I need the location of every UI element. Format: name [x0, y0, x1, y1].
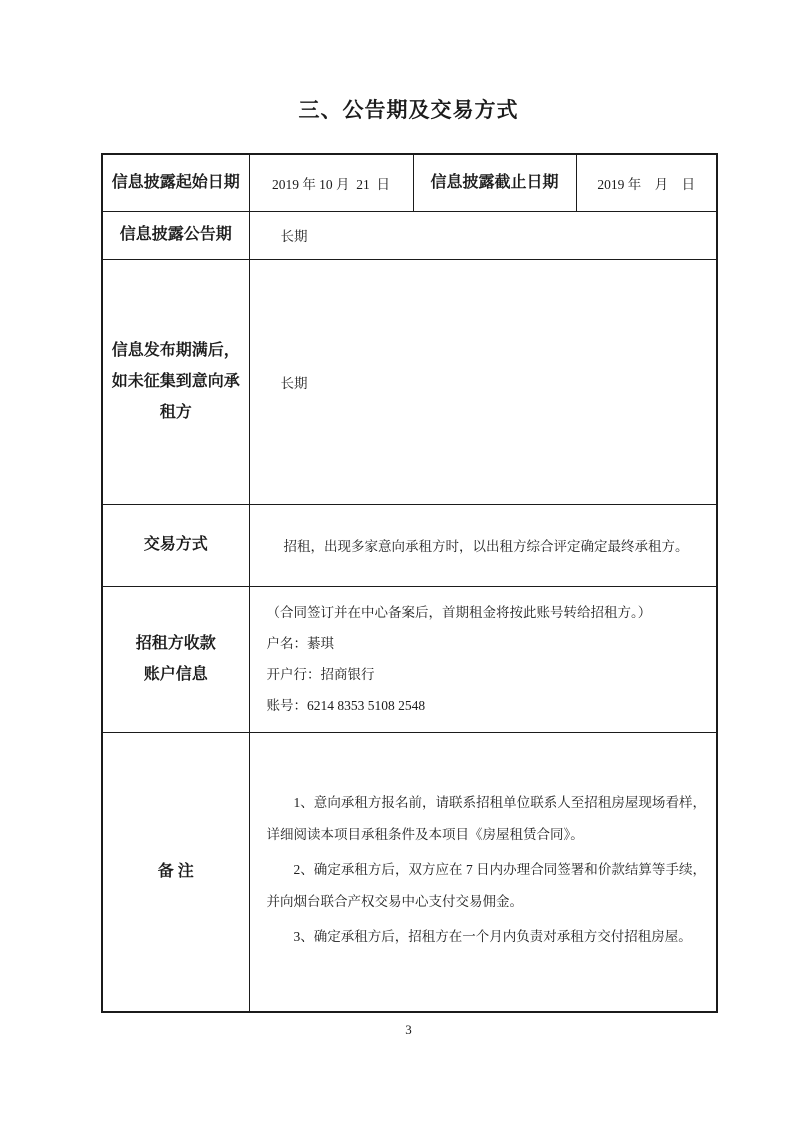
remark-item-2: 2、确定承租方后，双方应在 7 日内办理合同签署和价款结算等手续，并向烟台联合产权交易中心支付交易佣金。 — [266, 862, 706, 910]
transaction-method-label: 交易方式 — [102, 504, 249, 586]
end-date-label: 信息披露截止日期 — [413, 154, 576, 211]
after-expiry-label: 信息发布期满后，如未征集到意向承租方 — [102, 259, 249, 504]
row-announcement-period — [102, 211, 717, 259]
row-after-expiry — [102, 259, 717, 504]
payee-account-label-line1: 招租方收款 — [135, 634, 216, 652]
payee-account-label — [102, 586, 249, 732]
disclosure-table — [101, 153, 718, 1013]
payee-account-name: 户名：綦琪 — [266, 636, 334, 651]
payee-account-bank: 开户行：招商银行 — [266, 667, 375, 682]
payee-account-value — [249, 586, 717, 732]
row-disclosure-dates — [102, 154, 717, 211]
remark-item-3: 3、确定承租方后，招租方在一个月内负责对承租方交付招租房屋。 — [293, 929, 692, 945]
payee-account-number: 账号：6214 8353 5108 2548 — [266, 698, 426, 713]
payee-account-note: （合同签订并在中心备案后，首期租金将按此账号转给招租方。） — [266, 605, 652, 620]
end-date-value: 2019 年 月 日 — [576, 154, 717, 211]
remarks-label: 备 注 — [102, 732, 249, 1012]
row-payee-account — [102, 586, 717, 732]
start-date-value: 2019 年 10 月 21 日 — [249, 154, 413, 211]
remarks-value — [249, 732, 717, 1012]
after-expiry-value: 长期 — [249, 259, 717, 504]
page-title: 三、公告期及交易方式 — [298, 98, 519, 122]
row-remarks — [102, 732, 717, 1012]
start-date-label: 信息披露起始日期 — [102, 154, 249, 211]
payee-account-label-line2: 账户信息 — [143, 666, 208, 683]
transaction-method-value: 招租，出现多家意向承租方时，以出租方综合评定确定最终承租方。 — [249, 504, 717, 586]
page-number: 3 — [405, 1022, 412, 1037]
announcement-period-label: 信息披露公告期 — [102, 211, 249, 259]
announcement-period-value: 长期 — [249, 211, 717, 259]
remark-item-1: 1、意向承租方报名前，请联系招租单位联系人至招租房屋现场看样，详细阅读本项目承租条件及本项目《房屋租赁合同》。 — [266, 795, 706, 843]
row-transaction-method — [102, 504, 717, 586]
